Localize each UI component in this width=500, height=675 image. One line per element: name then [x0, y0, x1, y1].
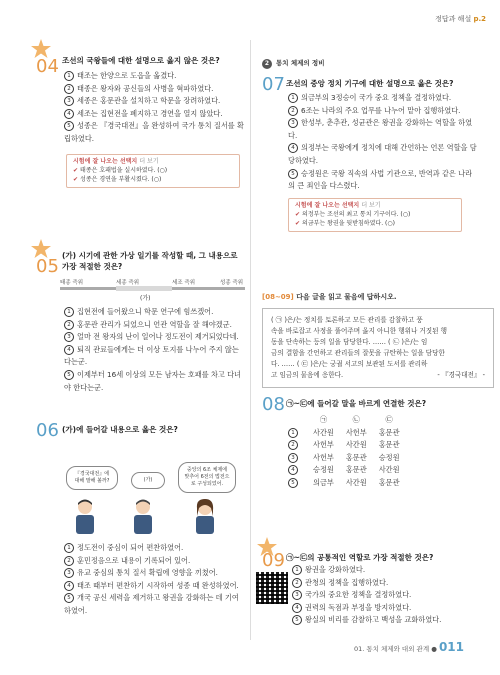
q05-timeline	[60, 278, 245, 302]
q06-number: 06	[36, 420, 59, 441]
passage-line: 고 임금의 물음에 응한다. - 『경국대전』 -	[271, 371, 485, 379]
passage-line: 동을 단속하는 등의 일을 담당한다. …… ( ㉡ )은/는 임	[271, 338, 428, 346]
table-header: ㉢	[385, 415, 393, 424]
q06-option[interactable]: 5 개국 공신 세력을 제거하고 왕권을 강화하는 데 기여하였어.	[64, 593, 239, 615]
q04-hint-item: ✔ 태종은 호패법을 실시하였다. (○)	[73, 167, 168, 174]
q09-stem: ㉠~㉢의 공통적인 역할로 가장 적절한 것은?	[286, 553, 434, 562]
q07-options	[288, 92, 478, 193]
q05-option[interactable]: 5 이제부터 16세 이상의 모든 남자는 호패를 차고 다녀야 한다는군.	[64, 369, 242, 392]
footer-chapter: 01. 통치 체제와 대외 관계	[354, 645, 430, 653]
speech-bubble: (가)	[131, 472, 165, 489]
passage-line: ( ㉠ )은/는 정치를 토론하고 모든 관리를 감찰하고 풍	[271, 316, 423, 324]
q04-option[interactable]: 2 태종은 왕자와 공신들의 사병을 혁파하였다.	[64, 83, 244, 96]
q05-option[interactable]: 3 얼마 전 왕자의 난이 일어나 정도전이 제거되었다네.	[64, 331, 244, 344]
q05-option[interactable]: 2 홍문관 관리가 되었으니 언관 역할을 잘 해야겠군.	[64, 319, 244, 332]
passage-line: 금의 결함을 간언하고 관리들의 잘못을 규탄하는 일을 담당한	[271, 349, 445, 357]
check-icon: ✔	[73, 167, 79, 174]
q04-stem: 조선의 국왕들에 대한 설명으로 옳지 않은 것은?	[62, 56, 220, 65]
passage-line: 다. …… ( ㉢ )은/는 궁궐 서고의 보관된 도서를 관리하	[271, 360, 428, 368]
passage-line: 속을 바로잡고 사정을 풀어주며 옳지 아니한 행위나 거짓된 행	[271, 327, 448, 335]
q06-stem: (가)에 들어갈 내용으로 옳은 것은?	[62, 425, 178, 434]
q08-stem: ㉠~㉢에 들어갈 말을 바르게 연결한 것은?	[286, 399, 427, 408]
q04-hint-title: 시험에 잘 나오는 선택지 더 보기	[73, 158, 159, 165]
passage-source: - 『경국대전』 -	[437, 371, 485, 379]
q05-option[interactable]: 4 퇴직 관료들에게는 더 이상 토지를 나누어 주지 않는다는군.	[64, 344, 239, 367]
student-icon	[190, 498, 220, 534]
check-icon: ✔	[295, 220, 301, 227]
timeline-label: 성종 즉위	[220, 280, 244, 286]
q07-option[interactable]: 3 한성부, 춘추관, 성균관은 왕권을 강화하는 역할을 하였다.	[288, 118, 473, 140]
q07-option[interactable]: 2 6조는 나라의 주요 업무를 나누어 맡아 집행하였다.	[288, 105, 478, 118]
q06-options	[64, 542, 244, 618]
q07-option[interactable]: 5 승정원은 국왕 직속의 사법 기관으로, 반역과 같은 나라의 큰 죄인을 다스렸다.	[288, 168, 473, 191]
section-header	[262, 58, 324, 69]
q07-hint-box	[288, 198, 462, 232]
q07-stem: 조선의 중앙 정치 기구에 대한 설명으로 옳은 것은?	[286, 79, 454, 88]
timeline-label: 태종 즉위	[60, 280, 84, 286]
q05-number: 05	[36, 256, 59, 277]
passage-box	[262, 308, 494, 388]
q09-option[interactable]: 1 왕권을 강화하였다.	[292, 564, 482, 577]
q07-option[interactable]: 4 의정부는 국왕에게 정치에 대해 간언하는 언론 역할을 담당하였다.	[288, 143, 477, 165]
passage-instruction: [08~09] 다음 글을 읽고 물음에 답하시오.	[262, 293, 397, 301]
q07-hint-item: ✔ 의금부는 왕권을 뒷받침하였다. (○)	[295, 220, 395, 227]
student-icon	[70, 498, 100, 534]
q09-option[interactable]: 3 국가의 중요한 정책을 결정하였다.	[292, 589, 482, 602]
page-header	[435, 14, 486, 24]
q04-option[interactable]: 5 성종은 『경국대전』을 완성하여 국가 통치 질서를 확립하였다.	[64, 121, 244, 143]
table-header-row	[282, 414, 406, 427]
check-icon: ✔	[73, 176, 79, 183]
header-label: 정답과 해설	[435, 15, 472, 23]
q09-option[interactable]: 4 권력의 독점과 부정을 방지하였다.	[292, 602, 482, 615]
q08-number: 08	[262, 394, 285, 415]
q05-options	[64, 306, 244, 394]
table-header: ㉠	[319, 415, 328, 424]
table-row[interactable]: 1 사간원 사헌부 홍문관	[282, 427, 406, 440]
q05-stem: (가) 시기에 관한 가상 일기를 작성할 때, 그 내용으로 가장 적절한 것은?	[62, 251, 238, 271]
q09-number: 09	[262, 550, 285, 571]
q07-option[interactable]: 1 의금부의 3정승이 국가 중요 정책을 결정하였다.	[288, 92, 478, 105]
q04-number: 04	[36, 56, 59, 77]
q09-option[interactable]: 5 왕실의 비리를 감찰하고 백성을 교화하였다.	[292, 614, 482, 627]
q06-option[interactable]: 3 유교 중심의 통치 질서 확립에 영향을 끼쳤어.	[64, 567, 244, 580]
page-footer: 01. 통치 체제와 대외 관계 ● 011	[354, 640, 464, 654]
q04-option[interactable]: 1 태조는 한양으로 도읍을 옮겼다.	[64, 70, 244, 83]
speech-bubble: 중앙의 6조 체제에 맞추어 6전의 법전으로 구성되었어.	[178, 462, 236, 493]
q06-option[interactable]: 1 정도전이 중심이 되어 편찬하였어.	[64, 542, 244, 555]
qr-code[interactable]	[256, 572, 288, 604]
table-row[interactable]: 2 사헌부 사간원 홍문관	[282, 439, 406, 452]
q09-options	[292, 564, 482, 627]
q04-hint-box	[66, 154, 240, 188]
column-divider	[250, 40, 251, 640]
q06-option[interactable]: 4 태조 때부터 편찬하기 시작하여 성종 때 완성하였어.	[64, 580, 244, 593]
q07-hint-title: 시험에 잘 나오는 선택지 더 보기	[295, 202, 381, 209]
q05-option[interactable]: 1 집현전에 들어왔으니 학문 연구에 힘쓰겠어.	[64, 306, 244, 319]
q04-hint-item: ✔ 성종은 경연을 부활시켰다. (○)	[73, 176, 162, 183]
timeline-label: 세종 즉위	[116, 280, 140, 286]
table-row[interactable]: 4 승정원 홍문관 사간원	[282, 464, 406, 477]
table-row[interactable]: 5 의금부 사간원 홍문관	[282, 477, 406, 490]
section-title: 통치 체제의 정비	[276, 59, 325, 67]
timeline-gap-label: (가)	[140, 295, 151, 302]
page-number: 011	[438, 640, 464, 654]
q09-option[interactable]: 2 관청의 정책을 집행하였다.	[292, 577, 482, 590]
q04-option[interactable]: 3 세종은 홍문관을 설치하고 학문을 장려하였다.	[64, 95, 244, 108]
section-number: 2	[262, 59, 272, 69]
table-row[interactable]: 3 사헌부 홍문관 승정원	[282, 452, 406, 465]
speech-bubble: 『경국대전』에 대해 말해 볼까?	[66, 466, 118, 490]
q04-option[interactable]: 4 세조는 집현전을 폐지하고 경연을 열지 않았다.	[64, 108, 244, 121]
q07-number: 07	[262, 74, 285, 95]
timeline-highlight	[116, 286, 172, 291]
timeline-label: 세조 즉위	[172, 280, 196, 286]
table-header: ㉡	[352, 415, 360, 424]
q08-table	[282, 414, 406, 490]
check-icon: ✔	[295, 211, 301, 218]
header-page-ref: p.2	[473, 15, 486, 23]
q06-option[interactable]: 2 훈민정음으로 내용이 기록되어 있어.	[64, 555, 244, 568]
q04-options	[64, 70, 244, 146]
student-icon	[128, 498, 158, 534]
passage-range: [08~09]	[262, 293, 294, 301]
q07-hint-item: ✔ 의정부는 조선의 최고 통치 기구이다. (○)	[295, 211, 411, 218]
